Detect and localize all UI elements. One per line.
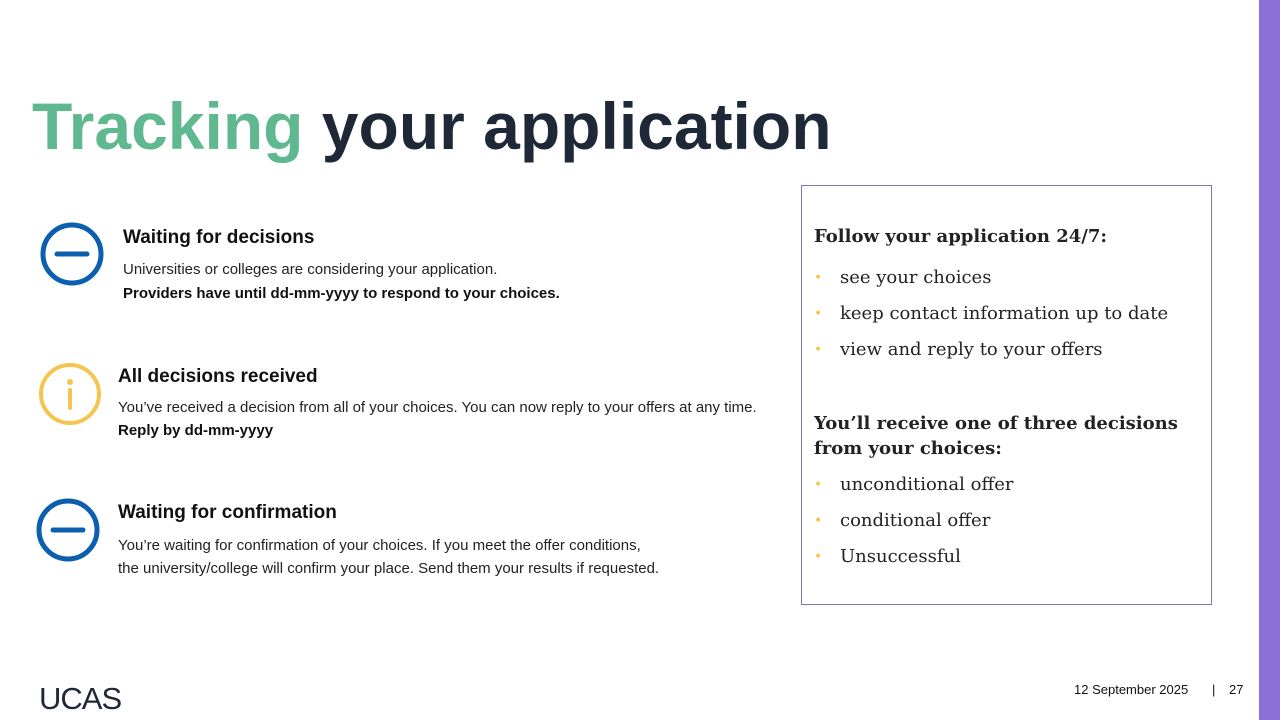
page-number: 27	[1229, 682, 1244, 697]
list-item	[814, 332, 1168, 368]
status-description: You’re waiting for confirmation of your choices. If you meet the offer conditions,	[118, 537, 641, 554]
bullet-icon: •	[814, 270, 823, 286]
list-item-text: see your choices	[840, 267, 992, 288]
status-deadline: Providers have until dd-mm-yyyy to respond to your choices.	[123, 285, 560, 302]
info-box-heading-2	[814, 411, 1178, 461]
bullet-icon: •	[814, 306, 823, 322]
bullet-icon: •	[814, 342, 823, 358]
status-heading: Waiting for decisions	[123, 227, 315, 248]
title-highlight: Tracking	[32, 89, 304, 163]
status-heading: Waiting for confirmation	[118, 502, 337, 523]
minus-circle-icon	[40, 222, 104, 291]
list-item-text: keep contact information up to date	[840, 303, 1169, 324]
bullet-icon: •	[814, 549, 823, 565]
side-accent-stripe	[1259, 0, 1280, 720]
status-description: Universities or colleges are considering your application.	[123, 261, 498, 278]
title-rest: your application	[321, 89, 832, 163]
list-item-text: unconditional offer	[840, 474, 1014, 495]
status-description: You’ve received a decision from all of your choices. You can now reply to your offers at any time.	[118, 399, 757, 416]
list-item-text: conditional offer	[840, 510, 991, 531]
list-item-text: view and reply to your offers	[840, 339, 1103, 360]
heading-line-1: You’ll receive one of three decisions	[814, 413, 1178, 434]
bullet-icon: •	[814, 513, 823, 529]
status-deadline: Reply by dd-mm-yyyy	[118, 422, 274, 439]
info-box	[801, 185, 1212, 605]
list-item	[814, 539, 1014, 575]
page-title	[32, 86, 832, 166]
list-item	[814, 503, 1014, 539]
footer-date: 12 September 2025	[1074, 682, 1189, 697]
list-item-text: Unsuccessful	[840, 546, 961, 567]
heading-line-2: from your choices:	[814, 438, 1002, 459]
list-item	[814, 296, 1168, 332]
ucas-logo: UCAS	[39, 681, 122, 716]
list-item	[814, 467, 1014, 503]
minus-circle-icon	[36, 498, 100, 567]
decisions-list	[814, 467, 1014, 575]
info-circle-icon	[38, 362, 102, 431]
list-item	[814, 260, 1168, 296]
bullet-icon: •	[814, 477, 823, 493]
status-description-cont: the university/college will confirm your place. Send them your results if requested.	[118, 560, 660, 577]
info-box-heading: Follow your application 24/7:	[814, 226, 1107, 247]
footer-separator: |	[1212, 682, 1216, 697]
status-heading: All decisions received	[118, 366, 318, 387]
follow-list	[814, 260, 1168, 368]
